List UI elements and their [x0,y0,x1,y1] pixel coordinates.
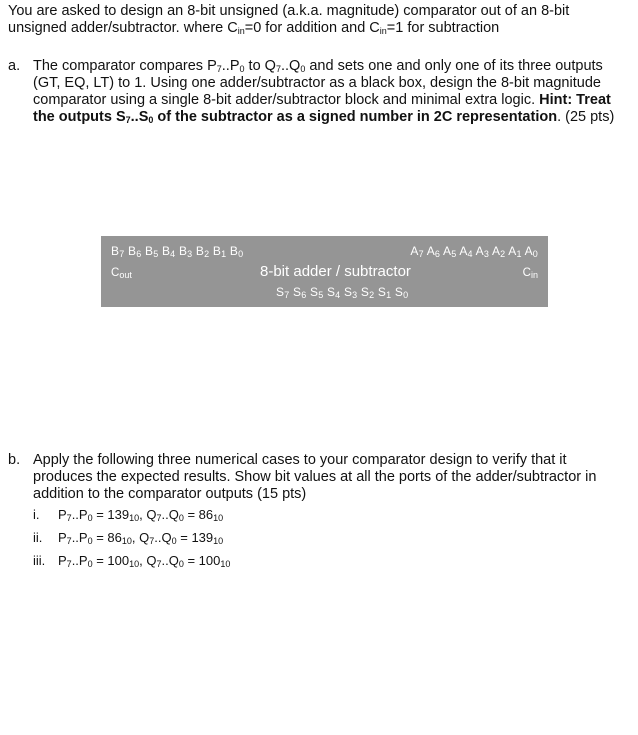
part-b-label: b. [8,452,21,468]
a-bit-a4: $A_4$ [459,244,473,259]
s-bit-s3: $S_3$ [343,285,358,300]
case-number: iii. [33,553,46,568]
s-bit-s6: $S_6$ [292,285,307,300]
s-bit-s0: $S_0$ [394,285,409,300]
a-bit-a0: $A_0$ [524,244,538,259]
hint-text: Hint: Treat the outputs $S_7..S_0$ of the subtractor as a signed number in 2C representation [33,92,611,125]
a-bit-a7: $A_7$ [410,244,424,259]
part-a-label: a. [8,58,21,74]
a-bit-a5: $A_5$ [443,244,457,259]
b-bit-b2: $B_2$ [195,244,210,259]
case-values: $P_7..P_0 = 100_{10}$, $Q_7..Q_0 = 100_{10}$ [58,553,231,569]
part-a [8,58,630,126]
a-bit-a6: $A_6$ [426,244,441,259]
intro-line2-pre: unsigned adder/subtractor. where C [8,20,238,36]
cin-subscript: in [379,26,387,36]
s-bit-s5: $S_5$ [309,285,324,300]
intro-line2-post: =1 for subtraction [386,20,500,36]
intro-paragraph [8,3,628,37]
case-number: i. [33,507,40,522]
cin-subscript: in [237,26,245,36]
intro-line1: You are asked to design an 8-bit unsigned (a.k.a. magnitude) comparator out of an 8-bit [8,3,570,19]
part-b-text: Apply the following three numerical cases to your comparator design to verify that it produces the expected results. Show bit values at all the ports of the adder/subtractor in addition to the comparator outputs (15 pts) [33,452,597,502]
case-values: $P_7..P_0 = 86_{10}$, $Q_7..Q_0 = 139_{10}$ [58,530,224,546]
s-bit-s7: $S_7$ [276,285,290,300]
cout-port: $C_{out}$ [111,267,132,280]
intro-line2-mid: =0 for addition and C [244,20,380,36]
a-bit-a1: $A_1$ [508,244,522,259]
adder-subtractor-block [101,236,548,307]
block-title: 8-bit adder / subtractor [260,263,411,280]
b-bit-b5: $B_5$ [144,244,159,259]
b-bit-b7: $B_7$ [111,244,125,259]
b-bit-b4: $B_4$ [161,244,176,259]
b-bit-b3: $B_3$ [178,244,193,259]
s-bit-s4: $S_4$ [326,285,341,300]
s-bit-s2: $S_2$ [360,285,375,300]
b-bit-b0: $B_0$ [229,244,244,259]
case-number: ii. [33,530,43,545]
case-values: $P_7..P_0 = 139_{10}$, $Q_7..Q_0 = 86_{10}$ [58,507,224,523]
a-inputs [410,244,538,258]
b-inputs [111,244,243,258]
s-bit-s1: $S_1$ [377,285,392,300]
part-b [8,452,630,503]
a-bit-a3: $A_3$ [475,244,490,259]
b-bit-b1: $B_1$ [212,244,227,259]
part-a-text: The comparator compares $P_7..P_0$ to $Q_7..Q_0$ and sets one and only one of its three outputs (GT, EQ, LT) to 1. Using one adder/subtractor as a black box, design the 8-bit magnitude comparator using a single 8-bit adder/subtractor block and minimal extra logic. Hint: Treat the outputs $S_7..S_0$ of the subtractor as a signed number in 2C representation. (25 pts) [33,58,615,125]
a-bit-a2: $A_2$ [491,244,506,259]
cin-port: $C_{in}$ [522,267,538,280]
s-outputs [276,285,408,299]
b-bit-b6: $B_6$ [127,244,142,259]
